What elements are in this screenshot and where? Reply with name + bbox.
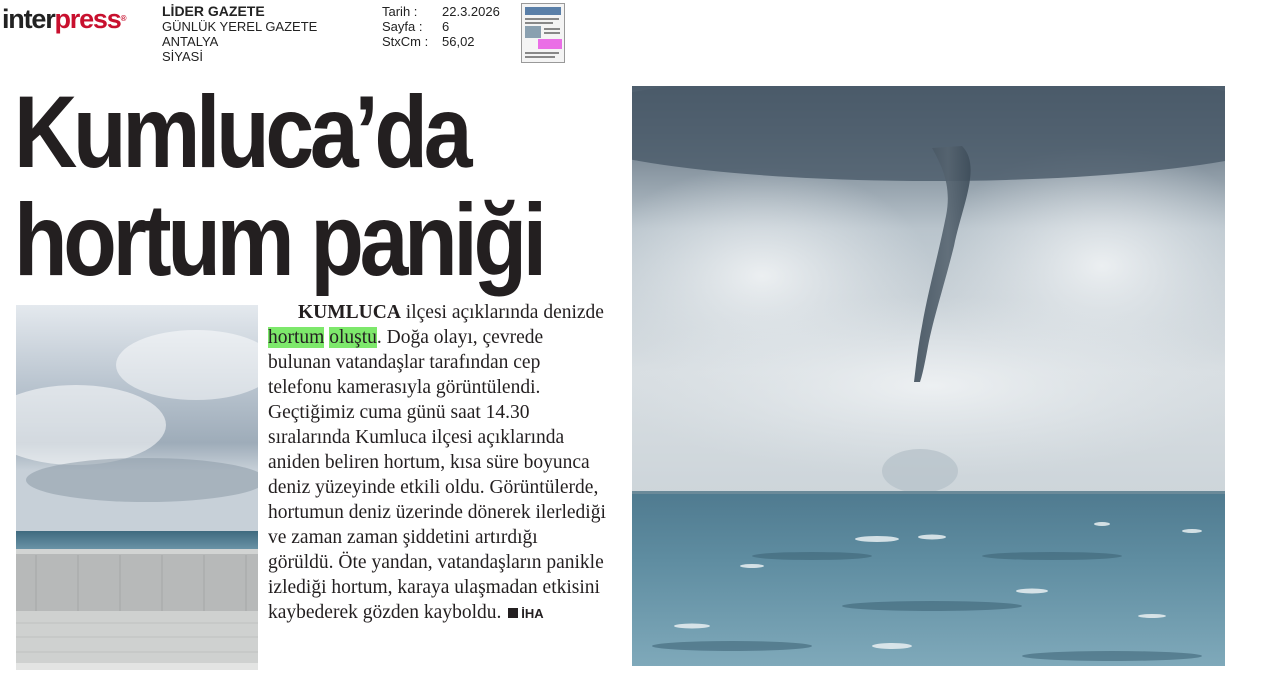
publication-section: SİYASİ bbox=[162, 49, 203, 64]
article-lead-word: KUMLUCA bbox=[298, 302, 401, 323]
highlight-keyword: hortum bbox=[268, 327, 325, 348]
page-thumbnail[interactable] bbox=[521, 3, 565, 63]
source-agency: İHA bbox=[521, 606, 544, 621]
publication-name: LİDER GAZETE bbox=[162, 3, 265, 19]
meta-row-date: Tarih : 22.3.2026 bbox=[382, 4, 500, 19]
source-square-icon bbox=[508, 608, 518, 618]
waterspout-photo bbox=[632, 86, 1225, 666]
pier-photo bbox=[16, 305, 258, 670]
publication-city: ANTALYA bbox=[162, 34, 219, 49]
article-body bbox=[268, 300, 608, 626]
clipping-meta bbox=[382, 4, 500, 49]
publication-info bbox=[162, 4, 317, 64]
interpress-logo: interpress® bbox=[2, 4, 126, 34]
meta-row-page: Sayfa : 6 bbox=[382, 19, 450, 34]
headline bbox=[14, 75, 543, 297]
article-paragraph: KUMLUCA ilçesi açıklarında denizde hortum oluştu. Doğa olayı, çevrede bulunan vatandaşlar tarafından cep telefonu kamerasıyla görüntülendi. Geçtiğimiz cuma günü saat 14.30 sıralarında Kumluca ilçesi açıklarında aniden beliren hortum, kısa süre boyunca deniz yüzeyinde etkili oldu. Görüntülerde, hortumun deniz üzerinde dönerek ilerlediği ve zaman zaman şiddetini artırdığı görüldü. Öte yandan, vatandaşların panikle izlediği hortum, karaya ulaşmadan etkisini kaybederek gözden kayboldu. İHA bbox=[268, 302, 606, 623]
highlight-keyword: oluştu bbox=[329, 327, 377, 348]
headline-line-2: hortum paniği bbox=[14, 183, 543, 297]
publication-type: GÜNLÜK YEREL GAZETE bbox=[162, 19, 318, 34]
meta-row-stxcm: StxCm : 56,02 bbox=[382, 34, 475, 49]
headline-line-1: Kumluca’da bbox=[14, 75, 469, 189]
